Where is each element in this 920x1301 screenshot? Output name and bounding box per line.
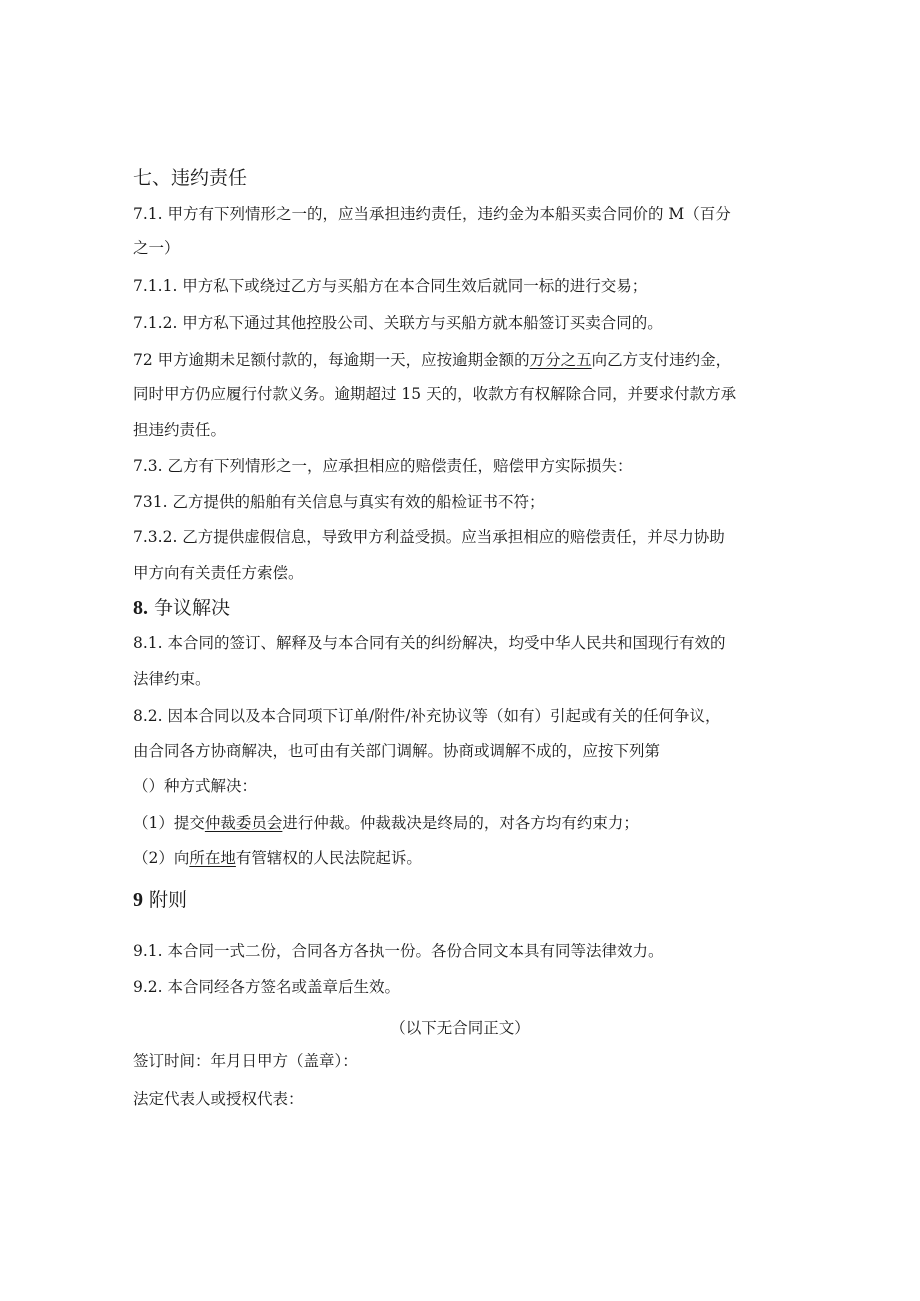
clause-7-1-line-1: 7.1. 甲方有下列情形之一的，应当承担违约责任，违约金为本船买卖合同价的 M（百分 [133,205,731,223]
clause-7-3-2-line-1: 7.3.2. 乙方提供虚假信息，导致甲方利益受损。应当承担相应的赔偿责任，并尽力协助 [133,528,725,546]
clause-7-3: 7.3. 乙方有下列情形之一，应承担相应的赔偿责任，赔偿甲方实际损失： [133,457,633,475]
clause-8-2-line-2: 由合同各方协商解决，也可由有关部门调解。协商或调解不成的，应按下列第 [133,742,661,760]
end-of-contract-note: （以下无合同正文） [390,1019,530,1037]
clause-7-1-1: 7.1.1. 甲方私下或绕过乙方与买船方在本合同生效后就同一标的进行交易； [133,277,648,295]
option-2-text-a: （2）向 [133,849,190,867]
option-1-arbitration-blank: 仲裁委员会 [204,814,283,832]
section-9-heading [133,887,187,913]
option-1-text-b: 进行仲裁。仲裁裁决是终局的，对各方均有约束力； [282,814,639,832]
clause-8-1-line-1: 8.1. 本合同的签订、解释及与本合同有关的纠纷解决，均受中华人民共和国现行有效的 [133,634,726,652]
section-8-heading [133,595,230,621]
section-7-heading: 七、违约责任 [133,167,248,189]
option-1 [133,812,639,834]
clause-7-3-1: 731. 乙方提供的船舶有关信息与真实有效的船检证书不符； [133,493,545,511]
clause-7-2-line-1 [133,349,731,371]
clause-7-1-2: 7.1.2. 甲方私下通过其他控股公司、关联方与买船方就本船签订买卖合同的。 [133,314,663,332]
clause-7-3-2-line-2: 甲方向有关责任方索偿。 [133,564,304,582]
clause-8-2-line-1: 8.2. 因本合同以及本合同项下订单/附件/补充协议等（如有）引起或有关的任何争议， [133,707,721,725]
clause-8-1-line-2: 法律约束。 [133,670,211,688]
legal-representative-line: 法定代表人或授权代表： [133,1090,304,1108]
clause-7-2-line-3: 担违约责任。 [133,421,227,439]
section-8-title: 争议解决 [154,597,231,619]
option-2-text-b: 有管辖权的人民法院起诉。 [235,849,422,867]
signing-time-line: 签订时间：年月日甲方（盖章）： [133,1052,358,1070]
clause-7-2-underlined-rate: 万分之五 [529,351,592,369]
clause-7-2-text-b: 向乙方支付违约金， [591,351,732,369]
clause-7-2-line-2: 同时甲方仍应履行付款义务。逾期超过 15 天的，收款方有权解除合同，并要求付款方承 [133,385,737,403]
section-9-title: 附则 [149,889,188,911]
option-1-text-a: （1）提交 [133,814,205,832]
section-9-number: 9 [133,889,143,911]
clause-9-1: 9.1. 本合同一式二份，合同各方各执一份。各份合同文本具有同等法律效力。 [133,942,664,960]
option-2 [133,847,422,869]
option-2-location-blank: 所在地 [189,849,236,867]
clause-9-2: 9.2. 本合同经各方签名或盖章后生效。 [133,978,401,996]
section-8-number: 8. [133,597,148,619]
clause-8-2-line-3: （）种方式解决： [133,777,258,795]
clause-7-1-line-2: 之一） [133,239,180,257]
clause-7-2-text-a: 72 甲方逾期未足额付款的，每逾期一天，应按逾期金额的 [133,351,530,369]
